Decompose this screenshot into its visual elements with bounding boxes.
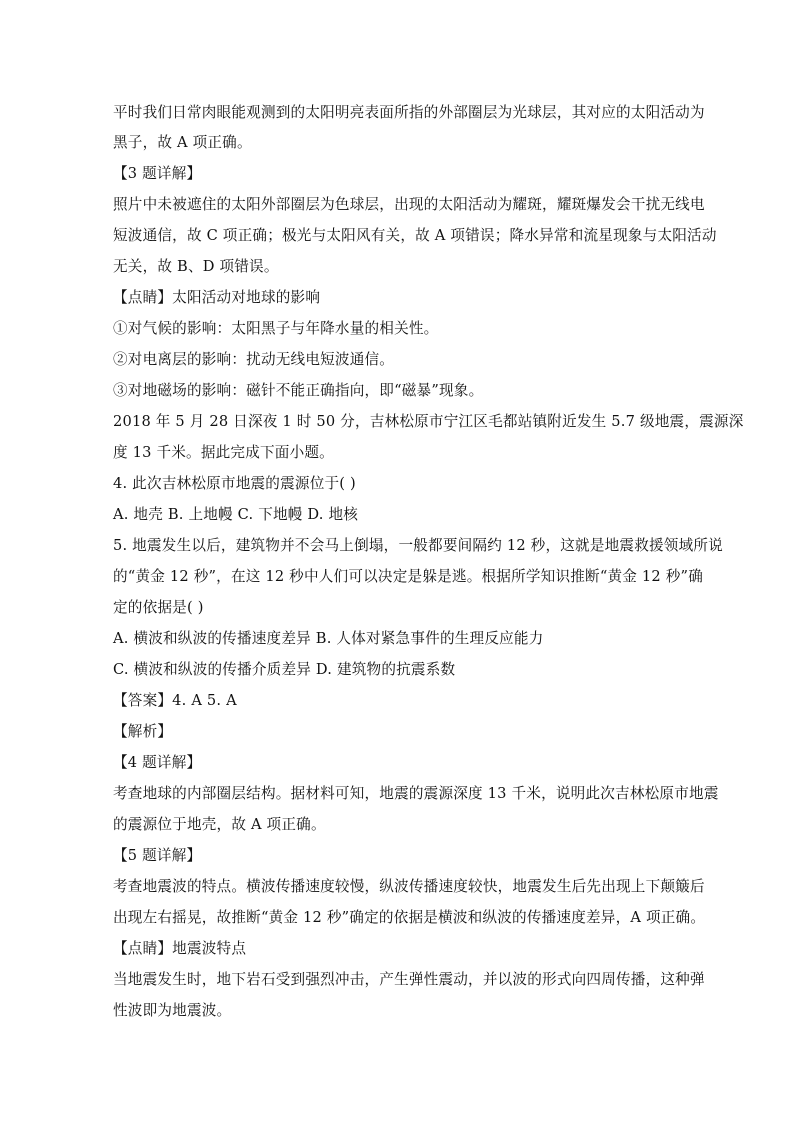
section-heading: 【5 题详解】 [113,847,202,864]
question-5: 5. 地震发生以后，建筑物并不会马上倒塌，一般都要间隔约 12 秒，这就是地震救援领域所说 [113,537,723,554]
list-item: ②对电离层的影响：扰动无线电短波通信。 [113,351,395,368]
section-heading: 【3 题详解】 [113,165,202,182]
paragraph-line: 黑子，故 A 项正确。 [113,134,252,151]
paragraph-line: 短波通信，故 C 项正确；极光与太阳风有关，故 A 项错误；降水异常和流星现象与太阳活动 [113,227,717,244]
question-5-options: C. 横波和纵波的传播介质差异 D. 建筑物的抗震系数 [113,661,456,678]
paragraph-line: 出现左右摇晃，故推断“黄金 12 秒”确定的依据是横波和纵波的传播速度差异，A 项正确。 [113,909,706,926]
paragraph-line: 度 13 千米。据此完成下面小题。 [113,444,334,461]
question-5-options: A. 横波和纵波的传播速度差异 B. 人体对紧急事件的生理反应能力 [113,630,544,647]
question-4: 4. 此次吉林松原市地震的震源位于( ) [113,475,356,492]
paragraph-line: 无关，故 B、D 项错误。 [113,258,279,275]
list-item: ③对地磁场的影响：磁针不能正确指向，即“磁暴”现象。 [113,382,484,399]
section-heading: 【解析】 [113,723,173,740]
answer-line: 【答案】4. A 5. A [113,692,237,709]
paragraph-line: 照片中未被遮住的太阳外部圈层为色球层，出现的太阳活动为耀斑，耀斑爆发会干扰无线电 [113,196,705,213]
question-5-line: 定的依据是( ) [113,599,204,616]
section-heading: 【点睛】太阳活动对地球的影响 [113,289,321,306]
section-heading: 【点睛】地震波特点 [113,940,247,957]
paragraph-line: 的震源位于地壳，故 A 项正确。 [113,816,326,833]
question-4-options: A. 地壳 B. 上地幔 C. 下地幔 D. 地核 [113,506,359,523]
paragraph-line: 考查地球的内部圈层结构。据材料可知，地震的震源深度 13 千米，说明此次吉林松原市地震 [113,785,719,802]
paragraph-line: 性波即为地震波。 [113,1002,232,1019]
question-5-line: 的“黄金 12 秒”，在这 12 秒中人们可以决定是躲是逃。根据所学知识推断“黄金 12 秒”确 [113,568,703,585]
paragraph-line: 考查地震波的特点。横波传播速度较慢，纵波传播速度较快，地震发生后先出现上下颠簸后 [113,878,705,895]
paragraph-line: 当地震发生时，地下岩石受到强烈冲击，产生弹性震动，并以波的形式向四周传播，这种弹 [113,971,705,988]
section-heading: 【4 题详解】 [113,754,202,771]
paragraph-line: 2018 年 5 月 28 日深夜 1 时 50 分，吉林松原市宁江区毛都站镇附近发生 5.7 级地震，震源深 [113,413,744,430]
list-item: ①对气候的影响：太阳黑子与年降水量的相关性。 [113,320,439,337]
paragraph-line: 平时我们日常肉眼能观测到的太阳明亮表面所指的外部圈层为光球层，其对应的太阳活动为 [113,104,705,121]
